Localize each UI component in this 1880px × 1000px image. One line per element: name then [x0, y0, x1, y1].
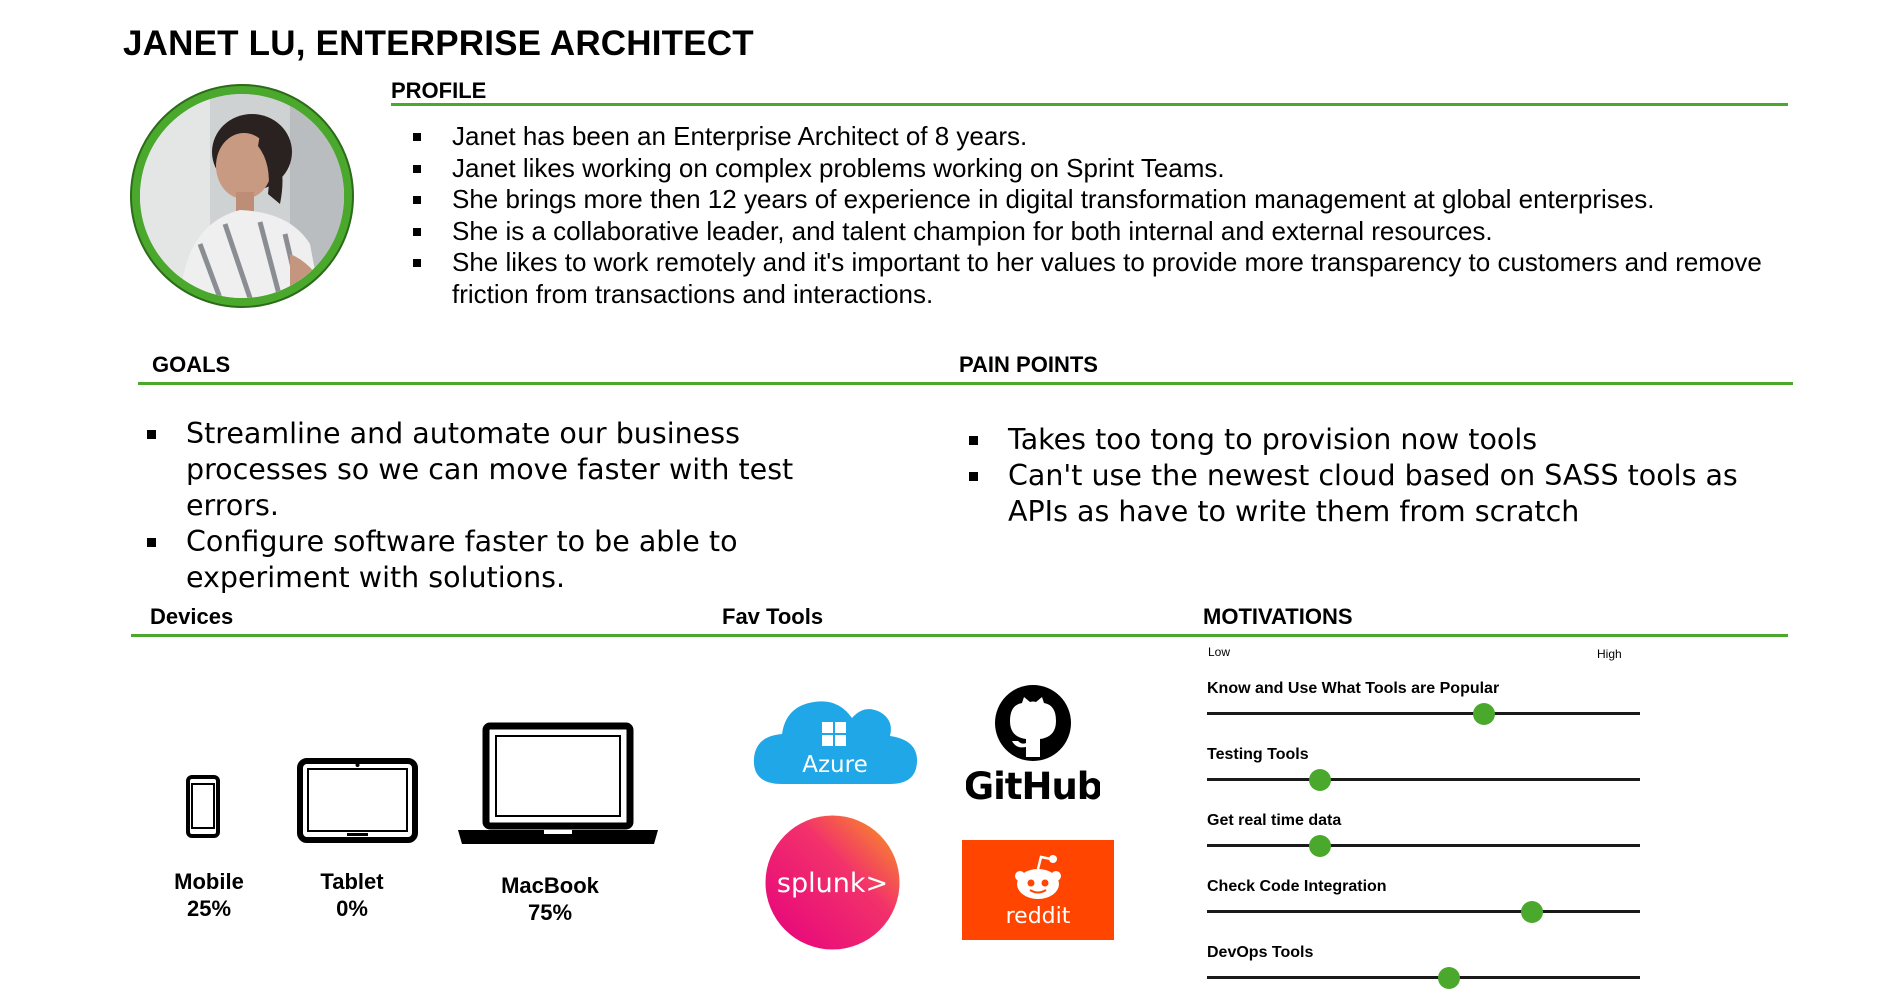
goal-item: Streamline and automate our business processes so we can move faster with test errors. — [186, 416, 886, 524]
motivations-label: MOTIVATIONS — [1203, 604, 1353, 629]
reddit-logo — [962, 840, 1114, 945]
device-macbook — [490, 872, 610, 926]
pain-point-item: Can't use the newest cloud based on SASS tools as APIs as have to write them from scratch — [1008, 458, 1778, 530]
pain-points-list — [1008, 422, 1778, 530]
profile-item: Janet likes working on complex problems working on Sprint Teams. — [452, 153, 1792, 185]
splunk-logo — [765, 815, 900, 955]
page-title: JANET LU, ENTERPRISE ARCHITECT — [123, 24, 754, 63]
goals-list — [186, 416, 886, 596]
motivation-slider-knob — [1309, 835, 1331, 857]
profile-divider — [391, 103, 1788, 106]
avatar — [130, 84, 354, 308]
pain-points-label: PAIN POINTS — [959, 352, 1098, 377]
motivation-track — [1207, 910, 1640, 913]
device-percent: 0% — [336, 896, 368, 921]
device-tablet — [292, 868, 412, 922]
motivation-label: Get real time data — [1207, 812, 1342, 829]
motivation-label: Testing Tools — [1207, 746, 1309, 763]
azure-logo-text: Azure — [802, 752, 868, 778]
profile-label: PROFILE — [391, 78, 487, 103]
motivation-label: Check Code Integration — [1207, 878, 1387, 895]
device-percent: 75% — [527, 900, 573, 925]
device-name: Tablet — [320, 869, 384, 894]
github-logo-text: GitHub — [966, 765, 1100, 805]
motivation-slider-knob — [1473, 703, 1495, 725]
profile-list — [452, 121, 1792, 310]
mobile-phone-icon — [186, 775, 220, 843]
scale-high-label: High — [1597, 647, 1622, 661]
fav-tools-label: Fav Tools — [722, 604, 824, 629]
splunk-logo-text: splunk> — [776, 868, 889, 899]
device-percent: 25% — [186, 896, 232, 921]
device-name: MacBook — [501, 873, 599, 898]
bottom-divider — [131, 634, 1788, 637]
motivation-track — [1207, 976, 1640, 979]
profile-item: She likes to work remotely and it's important to her values to provide more transparency to customers and remove friction from transactions and interactions. — [452, 247, 1792, 310]
profile-item: She brings more then 12 years of experience in digital transformation management at global enterprises. — [452, 184, 1792, 216]
azure-logo — [752, 692, 919, 791]
motivation-slider-knob — [1521, 901, 1543, 923]
device-mobile — [149, 868, 269, 922]
laptop-icon — [458, 722, 658, 851]
goals-divider — [138, 382, 1793, 385]
goals-label: GOALS — [152, 352, 231, 377]
pain-point-item: Takes too tong to provision now tools — [1008, 422, 1778, 458]
github-logo — [966, 685, 1100, 810]
motivation-track — [1207, 712, 1640, 715]
goal-item: Configure software faster to be able to experiment with solutions. — [186, 524, 886, 596]
motivation-track — [1207, 844, 1640, 847]
motivation-label: DevOps Tools — [1207, 944, 1314, 961]
devices-label: Devices — [150, 604, 234, 629]
motivation-slider-knob — [1438, 967, 1460, 989]
motivation-slider-knob — [1309, 769, 1331, 791]
device-name: Mobile — [174, 869, 244, 894]
profile-photo — [140, 94, 344, 298]
scale-low-label: Low — [1208, 645, 1231, 659]
motivation-track — [1207, 778, 1640, 781]
reddit-logo-text: reddit — [1005, 904, 1071, 929]
profile-item: She is a collaborative leader, and talent champion for both internal and external resources. — [452, 216, 1792, 248]
profile-item: Janet has been an Enterprise Architect of 8 years. — [452, 121, 1792, 153]
motivation-label: Know and Use What Tools are Popular — [1207, 680, 1500, 697]
tablet-icon — [297, 758, 418, 848]
